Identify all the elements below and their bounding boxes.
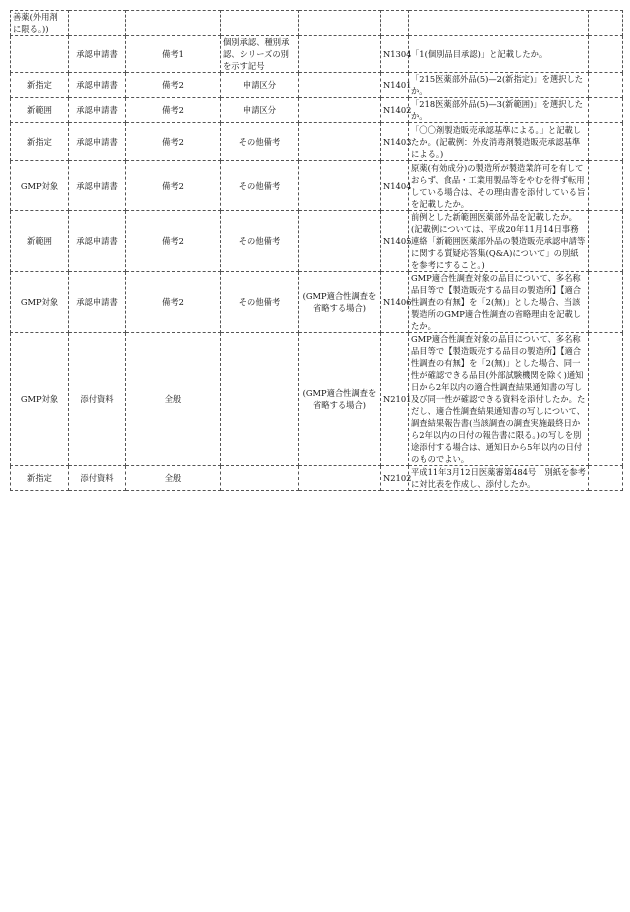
section-cell: [126, 11, 221, 36]
category-cell: GMP対象: [11, 333, 69, 466]
code-cell: N1406: [381, 272, 409, 333]
table-row: [11, 73, 623, 98]
section-cell: 全般: [126, 333, 221, 466]
item-cell: その他備考: [221, 123, 299, 161]
table-row: [11, 466, 623, 491]
section-cell: 備考2: [126, 211, 221, 272]
category-cell: 新範囲: [11, 98, 69, 123]
item-cell: 申請区分: [221, 98, 299, 123]
document-cell: 承認申請書: [69, 123, 126, 161]
document-cell: 承認申請書: [69, 161, 126, 211]
category-cell: GMP対象: [11, 161, 69, 211]
section-cell: 備考2: [126, 161, 221, 211]
document-cell: 承認申請書: [69, 98, 126, 123]
check-mark-cell: [589, 36, 623, 73]
check-item-cell: 「1(個別品目承認)」と記載したか。: [409, 36, 589, 73]
item-cell: 個別承認、種別承認、シリーズの別を示す記号: [221, 36, 299, 73]
code-cell: N2102: [381, 466, 409, 491]
code-cell: [381, 11, 409, 36]
condition-cell: [299, 466, 381, 491]
condition-cell: [299, 98, 381, 123]
document-cell: 承認申請書: [69, 36, 126, 73]
table-row: [11, 123, 623, 161]
item-cell: 申請区分: [221, 73, 299, 98]
table-row: [11, 161, 623, 211]
condition-cell: [299, 11, 381, 36]
check-mark-cell: [589, 73, 623, 98]
document-cell: 承認申請書: [69, 272, 126, 333]
category-cell: 善薬(外用剤に限る。)): [11, 11, 69, 36]
check-mark-cell: [589, 466, 623, 491]
category-cell: GMP対象: [11, 272, 69, 333]
check-mark-cell: [589, 11, 623, 36]
check-item-cell: GMP適合性調査対象の品目について、多名称品目等で【製造販売する品目の製造所】【適合性調査の有無】を「2(無)」とした場合、当該製造所のGMP適合性調査の省略理由を記載したか。: [409, 272, 589, 333]
item-cell: その他備考: [221, 272, 299, 333]
check-mark-cell: [589, 123, 623, 161]
code-cell: N1304: [381, 36, 409, 73]
check-item-cell: 「〇〇剤製造販売承認基準による。」と記載したか。(記載例：外皮消毒剤製造販売承認基準による。): [409, 123, 589, 161]
section-cell: 備考2: [126, 123, 221, 161]
item-cell: [221, 466, 299, 491]
condition-cell: [299, 73, 381, 98]
condition-cell: (GMP適合性調査を省略する場合): [299, 272, 381, 333]
item-cell: その他備考: [221, 161, 299, 211]
table-row: [11, 11, 623, 36]
check-mark-cell: [589, 333, 623, 466]
table-row: [11, 98, 623, 123]
check-mark-cell: [589, 272, 623, 333]
document-cell: 添付資料: [69, 466, 126, 491]
code-cell: N1404: [381, 161, 409, 211]
check-item-cell: 「218医薬部外品(5)—3(新範囲)」を選択したか。: [409, 98, 589, 123]
check-mark-cell: [589, 161, 623, 211]
code-cell: N1402: [381, 98, 409, 123]
code-cell: N1401: [381, 73, 409, 98]
check-item-cell: 原薬(有効成分)の製造所が製造業許可を有しておらず、食品・工業用製品等をやむを得ず転用している場合は、その理由書を添付している旨を記載したか。: [409, 161, 589, 211]
checklist-table: [10, 10, 623, 491]
condition-cell: (GMP適合性調査を省略する場合): [299, 333, 381, 466]
code-cell: N2101: [381, 333, 409, 466]
condition-cell: [299, 161, 381, 211]
table-row: [11, 272, 623, 333]
code-cell: N1405: [381, 211, 409, 272]
check-item-cell: 「215医薬部外品(5)—2(新指定)」を選択したか。: [409, 73, 589, 98]
condition-cell: [299, 211, 381, 272]
section-cell: 備考1: [126, 36, 221, 73]
category-cell: [11, 36, 69, 73]
document-cell: 承認申請書: [69, 211, 126, 272]
category-cell: 新指定: [11, 73, 69, 98]
document-cell: [69, 11, 126, 36]
code-cell: N1403: [381, 123, 409, 161]
check-item-cell: 前例とした新範囲医薬部外品を記載したか。(記載例については、平成20年11月14日事務連絡「新範囲医薬部外品の製造販売承認申請等に関する質疑応答集(Q&A)について」の別紙を参考にすること。): [409, 211, 589, 272]
check-item-cell: [409, 11, 589, 36]
category-cell: 新範囲: [11, 211, 69, 272]
check-item-cell: GMP適合性調査対象の品目について、多名称品目等で【製造販売する品目の製造所】【適合性調査の有無】を「2(無)」とした場合、同一性が確認できる品目(外部試験機関を除く)通知日から2年以内の適合性調査結果通知書の写し及び同一性が確認できる資料を添付したか。ただし、適合性調査結果通知書の写しについて、調査結果報告書(当該調査の調査実施最終日から2年以内の日付の報告書に限る。)の写しを別途添付する場合は、通知日から5年以内の日付のものでよい。: [409, 333, 589, 466]
document-cell: 承認申請書: [69, 73, 126, 98]
table-row: [11, 211, 623, 272]
table-row: [11, 333, 623, 466]
condition-cell: [299, 36, 381, 73]
category-cell: 新指定: [11, 466, 69, 491]
item-cell: [221, 11, 299, 36]
section-cell: 全般: [126, 466, 221, 491]
table-row: [11, 36, 623, 73]
check-item-cell: 平成11年3月12日医薬審第484号 別紙を参考に対比表を作成し、添付したか。: [409, 466, 589, 491]
item-cell: その他備考: [221, 211, 299, 272]
section-cell: 備考2: [126, 98, 221, 123]
section-cell: 備考2: [126, 73, 221, 98]
document-cell: 添付資料: [69, 333, 126, 466]
category-cell: 新指定: [11, 123, 69, 161]
check-mark-cell: [589, 211, 623, 272]
item-cell: [221, 333, 299, 466]
section-cell: 備考2: [126, 272, 221, 333]
condition-cell: [299, 123, 381, 161]
check-mark-cell: [589, 98, 623, 123]
